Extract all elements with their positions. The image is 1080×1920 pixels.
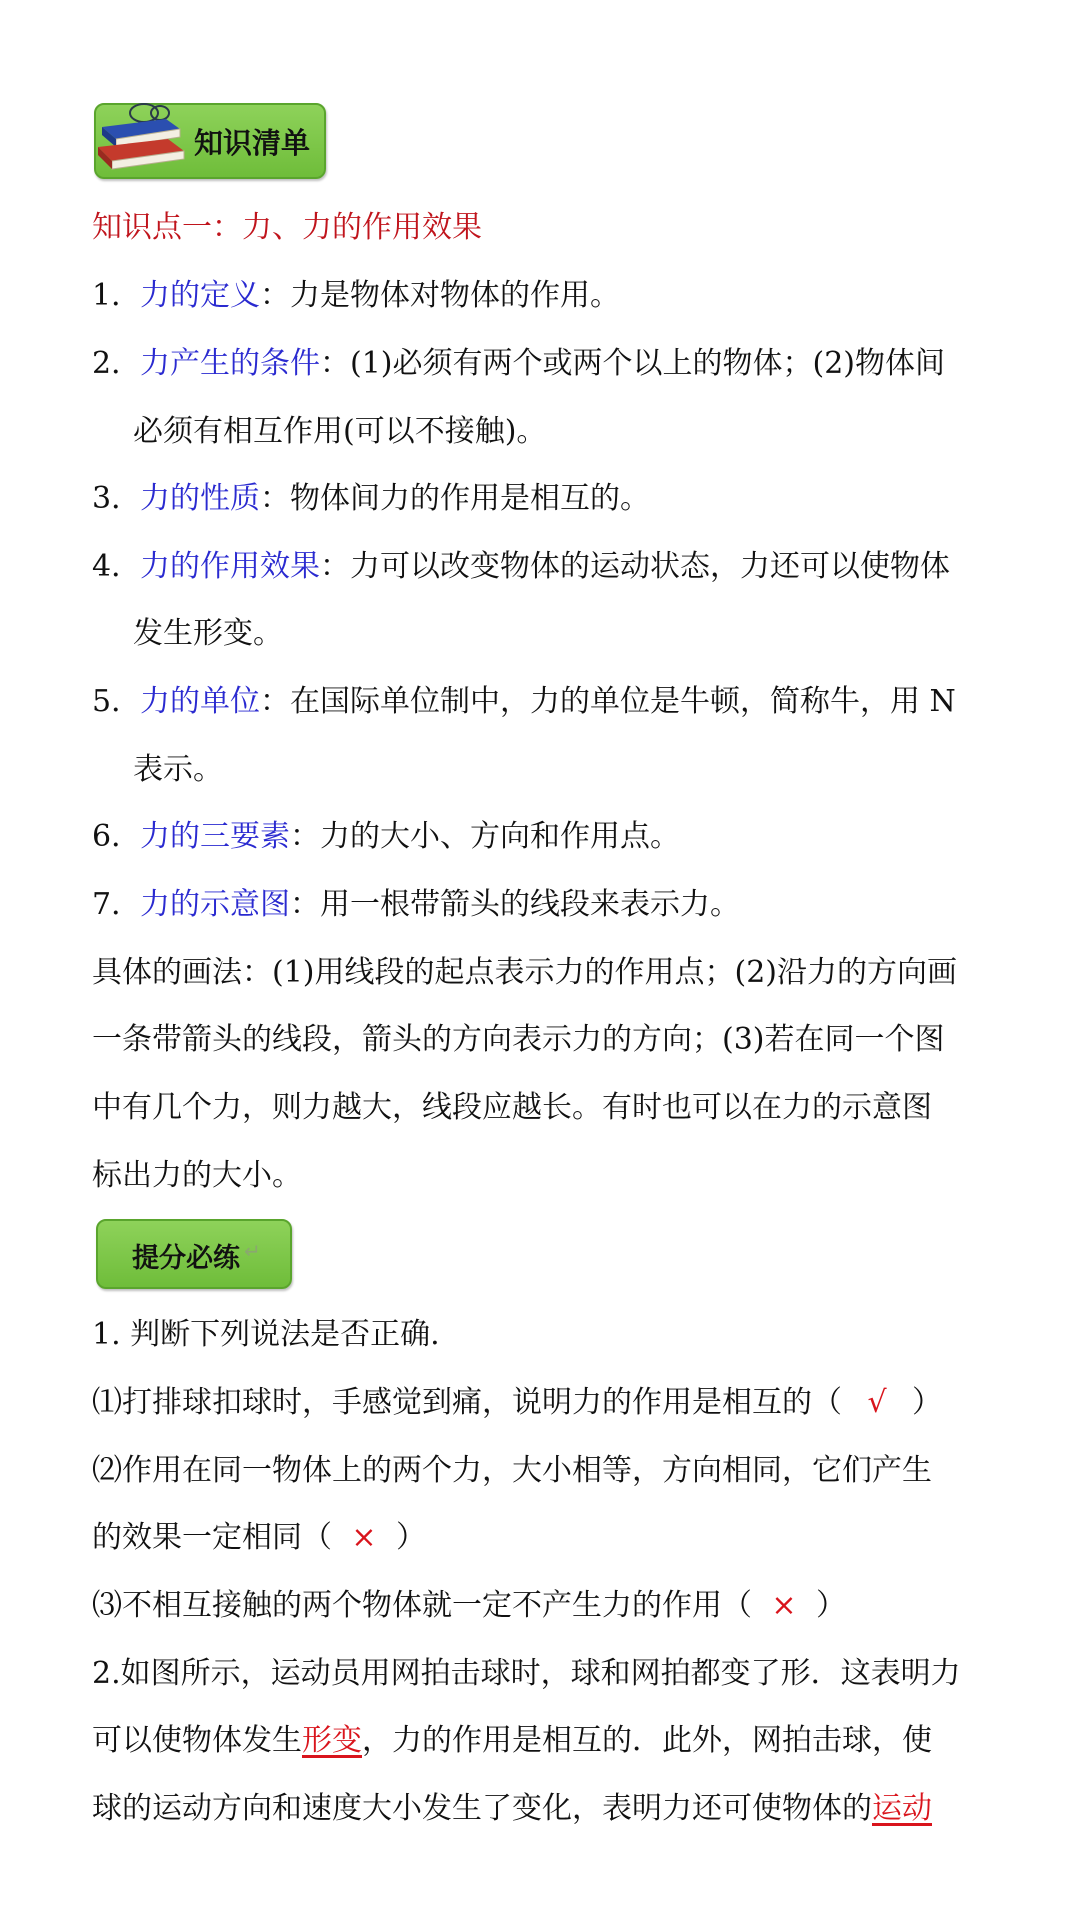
list-item: 1．力的定义：力是物体对物体的作用。 <box>92 278 620 313</box>
list-item: 3．力的性质：物体间力的作用是相互的。 <box>92 481 650 516</box>
term: 力的示意图 <box>140 887 290 922</box>
term: 力的性质 <box>140 481 260 516</box>
question-2-line: 球的运动方向和速度大小发生了变化，表明力还可使物体的运动 <box>92 1791 932 1826</box>
question-statement-continuation: 的效果一定相同（ × ） <box>92 1518 1002 1558</box>
paragraph-line: 中有几个力，则力越大，线段应越长。有时也可以在力的示意图 <box>92 1090 932 1125</box>
term: 力的单位 <box>140 684 260 719</box>
fill-in-answer: 形变 <box>302 1723 362 1758</box>
list-item: 7．力的示意图：用一根带箭头的线段来表示力。 <box>92 887 740 922</box>
term: 力的作用效果 <box>140 549 320 584</box>
paragraph-line: 具体的画法：(1)用线段的起点表示力的作用点；(2)沿力的方向画 <box>92 955 957 990</box>
practice-badge <box>96 1219 292 1289</box>
fill-in-answer: 运动 <box>872 1791 932 1826</box>
section-heading: 知识点一：力、力的作用效果 <box>92 210 482 245</box>
books-icon <box>96 95 196 175</box>
paragraph-line: 一条带箭头的线段，箭头的方向表示力的方向；(3)若在同一个图 <box>92 1022 945 1057</box>
list-item: 6．力的三要素：力的大小、方向和作用点。 <box>92 819 680 854</box>
question-2-line: 可以使物体发生形变，力的作用是相互的．此外，网拍击球，使 <box>92 1723 932 1758</box>
question-statement: ⑶不相互接触的两个物体就一定不产生力的作用（ × ） <box>92 1586 1002 1626</box>
question-title: 1. 判断下列说法是否正确. <box>92 1317 440 1352</box>
knowledge-list-label: 知识清单 <box>194 126 311 160</box>
list-item: 4．力的作用效果：力可以改变物体的运动状态，力还可以使物体 <box>92 549 950 584</box>
term: 力的定义 <box>140 278 260 313</box>
list-item: 5．力的单位：在国际单位制中，力的单位是牛顿，简称牛，用 N <box>92 684 956 719</box>
list-item: 2．力产生的条件：(1)必须有两个或两个以上的物体；(2)物体间 <box>92 346 945 381</box>
knowledge-list-badge <box>94 103 326 179</box>
practice-label: 提分必练 <box>132 1243 240 1274</box>
cross-mark-answer: × <box>771 1588 797 1623</box>
term: 力的三要素 <box>140 819 290 854</box>
term: 力产生的条件 <box>140 346 320 381</box>
question-2-line: 2.如图所示，运动员用网拍击球时，球和网拍都变了形．这表明力 <box>92 1656 961 1691</box>
list-item-continuation: 发生形变。 <box>133 616 283 651</box>
check-mark-answer: √ <box>867 1385 887 1420</box>
question-statement: ⑵作用在同一物体上的两个力，大小相等，方向相同，它们产生 <box>92 1453 932 1488</box>
cross-mark-answer: × <box>351 1520 377 1555</box>
question-statement: ⑴打排球扣球时，手感觉到痛，说明力的作用是相互的（ √ ） <box>92 1383 1002 1423</box>
list-item-continuation: 表示。 <box>133 752 223 787</box>
paragraph-line: 标出力的大小。 <box>92 1158 302 1193</box>
return-mark-icon: ↵ <box>244 1239 261 1263</box>
list-item-continuation: 必须有相互作用(可以不接触)。 <box>133 414 547 449</box>
